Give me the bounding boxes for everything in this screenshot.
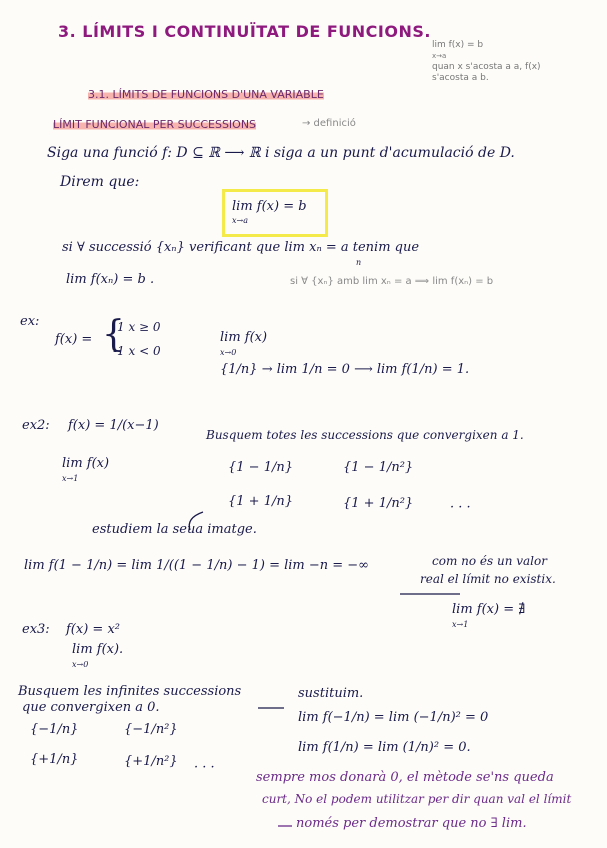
function-definition: f(x) = x² [66,622,120,637]
piecewise-case: -1 x < 0 [113,344,161,358]
conclusion-line: només per demostrar que no ∃ lim. [296,816,527,831]
page-title: 3. LÍMITS I CONTINUÏTAT DE FUNCIONS. [58,22,431,41]
sequence: {1 + 1/n²} [343,496,414,511]
function-definition: f(x) = [55,332,93,347]
sequence: {−1/n} [30,722,79,737]
substitution-note: sustituim. [298,686,364,701]
definition-formula: lim f(x) = b [232,199,307,214]
search-line: Busquem les infinites successions [18,684,242,699]
example-label: ex3: [22,622,50,637]
limit-expression: lim f(x) [220,330,268,345]
piecewise-case: 1 x ≥ 0 [117,320,161,334]
side-note-line: lim f(x) = b [432,40,484,50]
brace: { [102,314,125,355]
side-note-line: x→a [432,52,447,60]
limit-subscript: x→0 [220,348,237,357]
limit-calculation: lim f(1 − 1/n) = lim 1/((1 − 1/n) − 1) = lim −n = −∞ [24,558,370,573]
condition-side-note: si ∀ {xₙ} amb lim xₙ = a ⟹ lim f(xₙ) = b [290,276,494,287]
definition-subscript: x→a [232,216,248,225]
intro-line: Direm que: [60,174,140,190]
sequence-line: {1/n} → lim 1/n = 0 ⟶ lim f(1/n) = 1. [220,362,470,377]
limit-expression: lim f(x) [62,456,110,471]
function-definition: f(x) = 1/(x−1) [68,418,159,433]
section-heading: 3.1. LÍMITS DE FUNCIONS D'UNA VARIABLE [88,88,324,101]
limit-subscript: x→1 [452,620,469,629]
search-line: que convergixen a 0. [22,700,160,715]
study-note: estudiem la seua imatge. [92,522,257,537]
sequence: {−1/n²} [124,722,178,737]
condition-line: lim f(xₙ) = b . [66,272,155,287]
side-note-line: s'acosta a b. [432,73,489,83]
subsection-heading: LÍMIT FUNCIONAL PER SUCCESSIONS [53,118,257,131]
explanation-line: com no és un valor [432,554,547,568]
condition-subscript: n [356,258,362,267]
arrow [189,512,203,530]
sequence: {1 + 1/n} [228,494,293,509]
sequence: {1 − 1/n} [228,460,293,475]
conclusion-line: curt, No el podem utilitzar per dir quan val el límit [262,792,572,806]
search-line: Busquem totes les successions que convergixen a 1. [206,428,524,442]
limit-expression: lim f(x). [72,642,124,657]
example-label: ex2: [22,418,50,433]
limit-subscript: x→0 [72,660,89,669]
sequence: {1 − 1/n²} [343,460,414,475]
ellipsis: · · · [194,760,215,775]
ellipsis: · · · [450,500,471,515]
limit-result: lim f(x) = ∄ [452,602,526,617]
subsection-note: → definició [302,118,356,129]
sequence: {+1/n} [30,752,79,767]
conclusion-line: sempre mos donarà 0, el mètode se'ns queda [256,770,554,785]
limit-subscript: x→1 [62,474,79,483]
example-label: ex: [20,314,40,329]
explanation-line: real el límit no existix. [420,572,556,586]
condition-line: si ∀ successió {xₙ} verificant que lim xₙ = a tenim que [62,240,420,255]
sequence: {+1/n²} [124,754,178,769]
limit-calculation: lim f(−1/n) = lim (−1/n)² = 0 [298,710,489,725]
limit-calculation: lim f(1/n) = lim (1/n)² = 0. [298,740,471,755]
side-note-line: quan x s'acosta a a, f(x) [432,62,541,72]
intro-line: Siga una funció f: D ⊆ ℝ ⟶ ℝ i siga a un punt d'acumulació de D. [47,145,515,161]
